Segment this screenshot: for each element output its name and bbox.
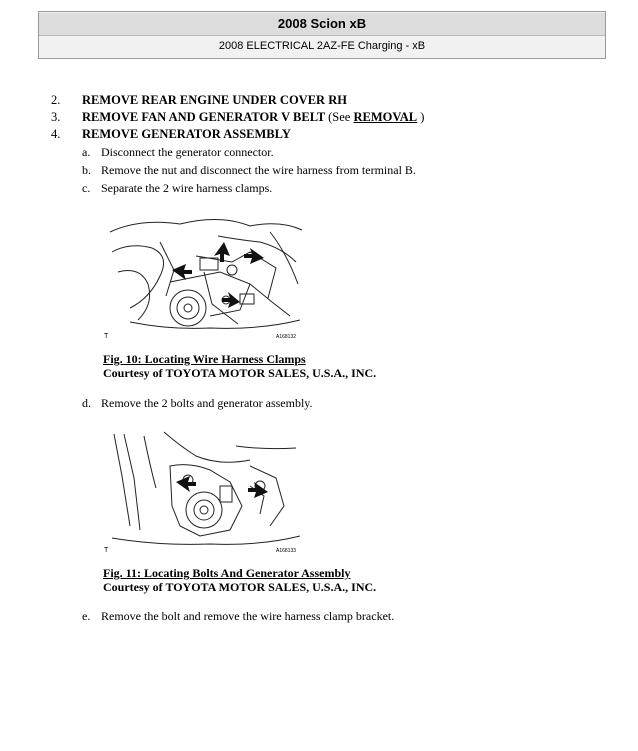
step-number: 2. — [51, 93, 61, 107]
substep-text: Remove the 2 bolts and generator assembly. — [101, 396, 313, 410]
figure-10-illustration — [100, 212, 312, 344]
document-header — [38, 11, 606, 59]
figure-10-caption — [103, 352, 376, 380]
step-text: REMOVE GENERATOR ASSEMBLY — [82, 127, 291, 141]
figure-title: Fig. 10: Locating Wire Harness Clamps — [103, 352, 306, 366]
figure-courtesy: Courtesy of TOYOTA MOTOR SALES, U.S.A., INC. — [103, 580, 377, 594]
substep-letter: c. — [82, 181, 91, 195]
figure-11-caption — [103, 566, 376, 594]
figure-id: A168133 — [276, 548, 297, 554]
step-text: REMOVE FAN AND GENERATOR V BELT — [82, 110, 325, 124]
substep-letter: b. — [82, 163, 91, 177]
see-prefix: (See — [328, 110, 354, 124]
substep-letter: a. — [82, 145, 91, 159]
figure-label: T — [104, 333, 109, 340]
document-title: 2008 Scion xB — [39, 13, 605, 36]
step-text: REMOVE REAR ENGINE UNDER COVER RH — [82, 93, 347, 107]
figure-11-illustration — [100, 426, 312, 558]
figure-id: A168132 — [276, 334, 297, 340]
substep-text: Separate the 2 wire harness clamps. — [101, 181, 273, 195]
figure-courtesy: Courtesy of TOYOTA MOTOR SALES, U.S.A., INC. — [103, 366, 377, 380]
substep-text: Remove the bolt and remove the wire harness clamp bracket. — [101, 609, 395, 623]
figure-label: T — [104, 547, 109, 554]
removal-link[interactable]: REMOVAL — [353, 110, 418, 124]
see-suffix: ) — [417, 110, 425, 124]
substep-letter: e. — [82, 609, 91, 623]
figure-title: Fig. 11: Locating Bolts And Generator Assembly — [103, 566, 351, 580]
substep-text: Disconnect the generator connector. — [101, 145, 274, 159]
step-number: 4. — [51, 127, 61, 141]
step-number: 3. — [51, 110, 61, 124]
substep-letter: d. — [82, 396, 91, 410]
document-subtitle: 2008 ELECTRICAL 2AZ-FE Charging - xB — [218, 40, 426, 52]
substep-text: Remove the nut and disconnect the wire harness from terminal B. — [101, 163, 416, 177]
